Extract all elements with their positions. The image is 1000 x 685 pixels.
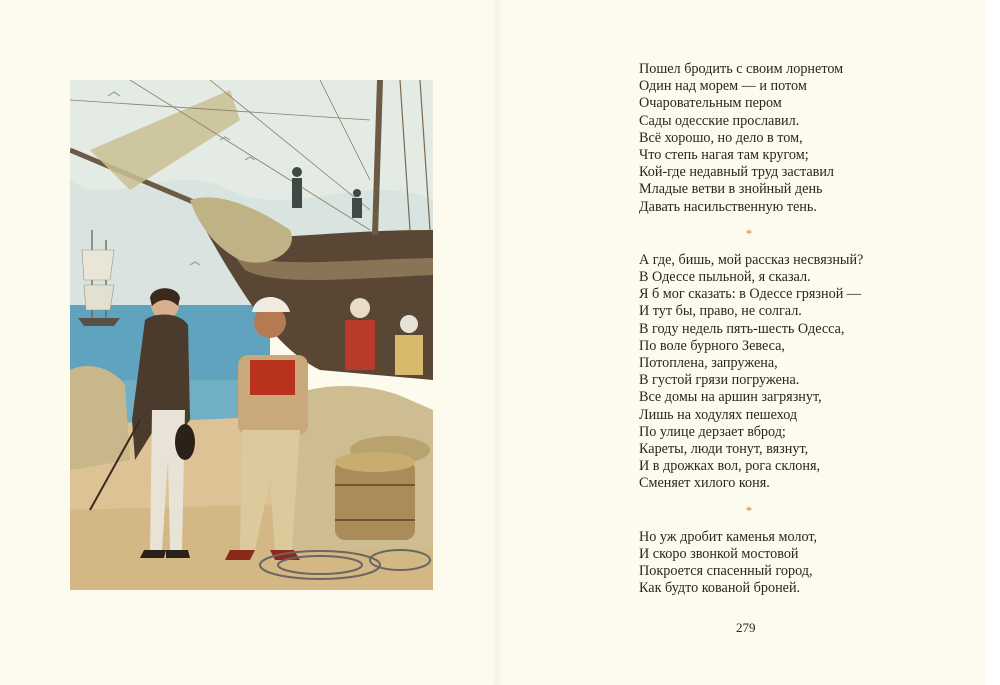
poem-line: Один над морем — и потом [639,78,807,95]
stanza-2 [639,252,959,493]
poem-line: В густой грязи погружена. [639,372,800,389]
stanza-1 [639,61,959,216]
stanza-3 [639,529,959,598]
poem-line: В Одессе пыльной, я сказал. [639,269,811,286]
poem-line: И скоро звонкой мостовой [639,545,799,562]
poem-line: Потоплена, запружена, [639,355,778,372]
stanza-separator: * [745,502,753,518]
poem-line: А где, бишь, мой рассказ несвязный? [639,251,864,268]
poem-line: Покроется спасенный город, [639,563,813,580]
harbour-illustration [70,80,433,590]
poem-line: Я б мог сказать: в Одессе грязной — [639,286,862,303]
stanza-separator: * [745,225,753,241]
poem-line: Сменяет хилого коня. [639,475,770,492]
poem-line: Что степь нагая там кругом; [639,147,809,164]
poem-line: Все домы на аршин загрязнут, [639,389,822,406]
poem-line: Очаровательным пером [639,95,782,112]
poem-line: И в дрожках вол, рога склоня, [639,458,821,475]
poem-line: Лишь на ходулях пешеход [639,406,798,423]
poem-line: Давать насильственную тень. [639,198,817,215]
poem-line: И тут бы, право, не солгал. [639,303,802,320]
poem-line: Младые ветви в знойный день [639,181,823,198]
poem-line: В году недель пять-шесть Одесса, [639,320,845,337]
page-number: 279 [736,620,756,635]
poem-line: По воле бурного Зевеса, [639,337,785,354]
poem-line: Кой-где недавный труд заставил [639,164,835,181]
poem-line: Пошел бродить с своим лорнетом [639,61,844,77]
poem-line: Сады одесские прославил. [639,112,800,129]
poem-line: Как будто кованой броней. [639,580,801,597]
poem-line: По улице дерзает вброд; [639,423,786,440]
poem-text [639,61,959,597]
poem-line: Кареты, люди тонут, вязнут, [639,441,809,458]
poem-line: Но уж дробит каменья молот, [639,528,818,545]
poem-line: Всё хорошо, но дело в том, [639,129,803,146]
